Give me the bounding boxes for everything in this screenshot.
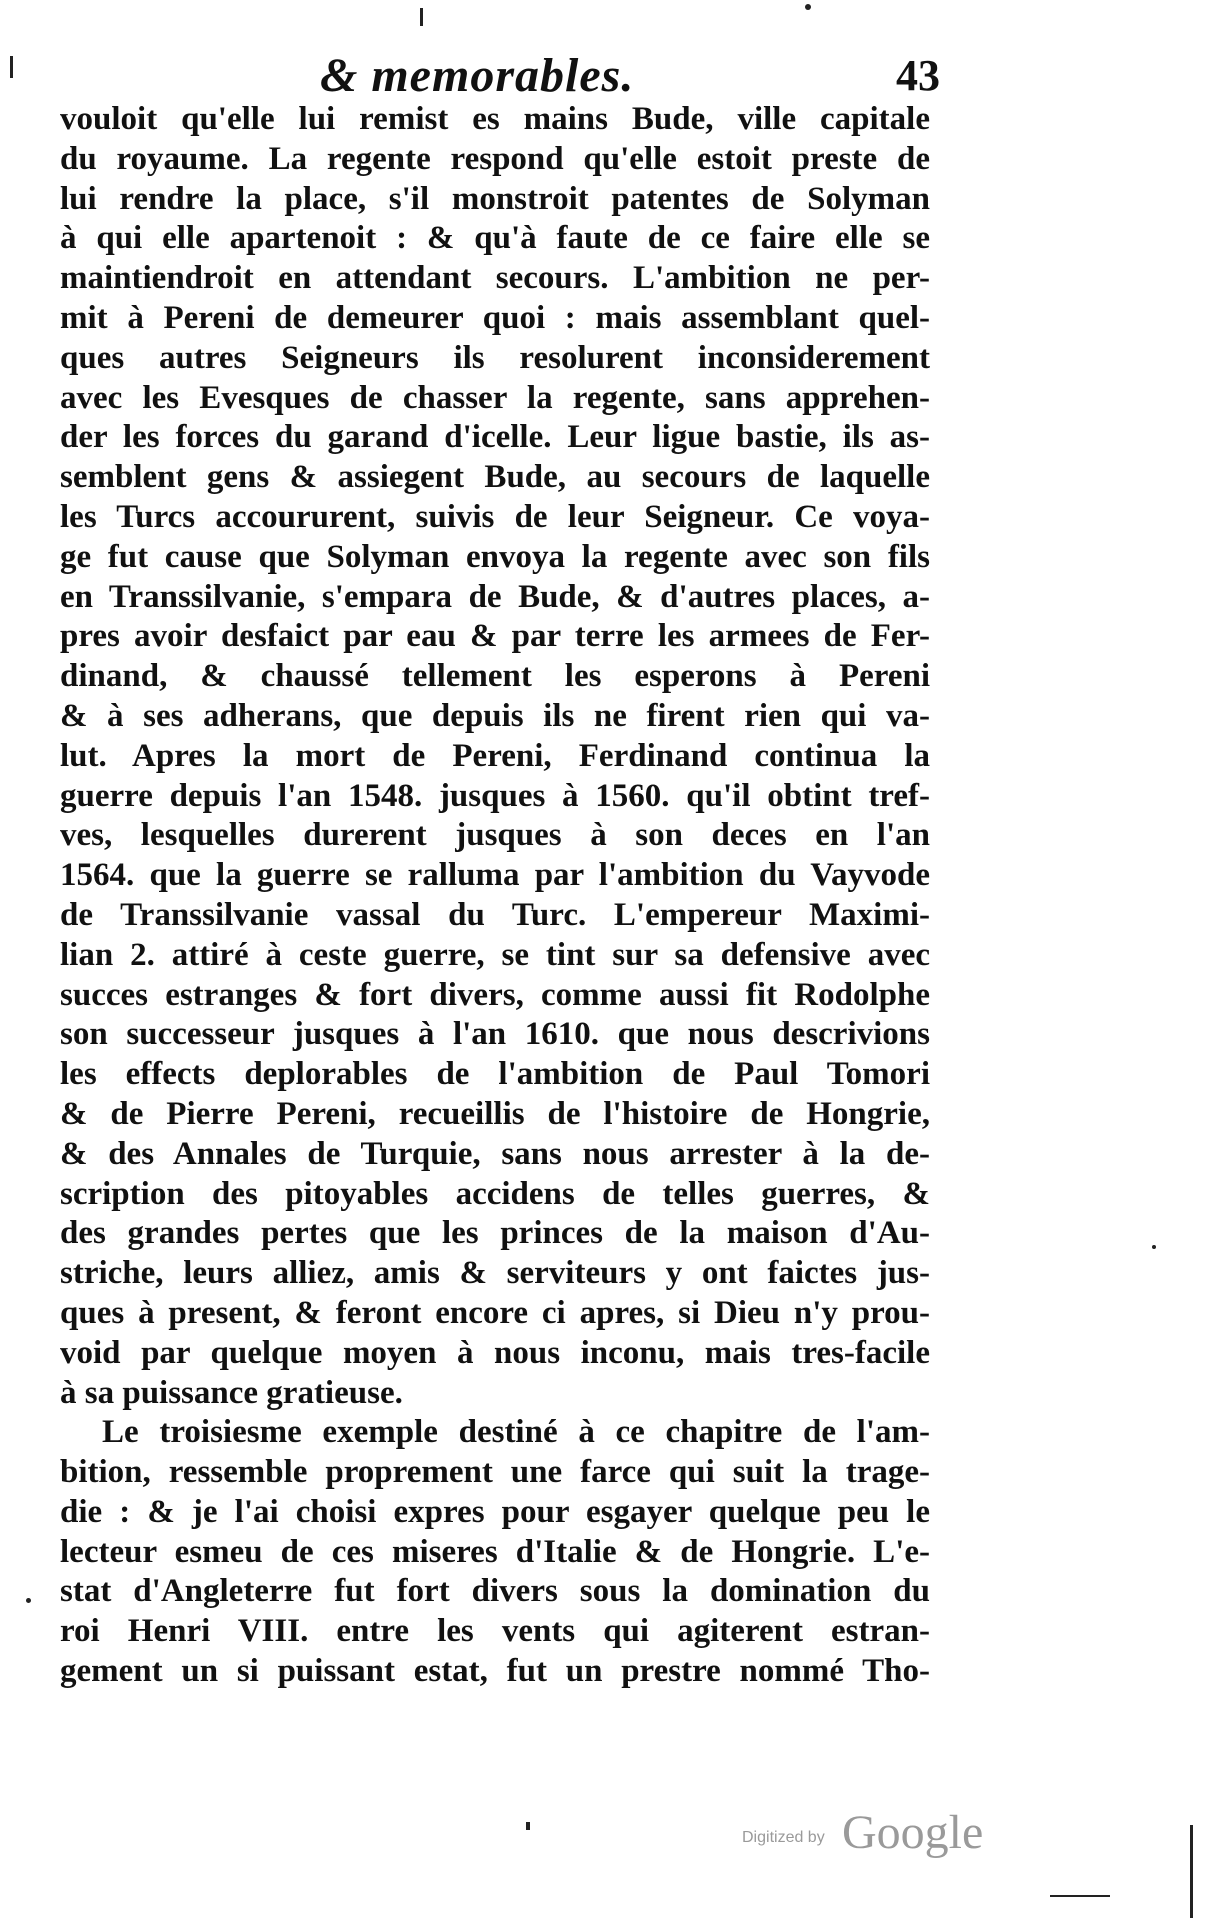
text-line: en Transsilvanie, s'empara de Bude, & d'autres places, a- [60,578,930,615]
running-title: & memorables. [320,49,635,102]
text-line: à sa puissance gratieuse. [60,1374,403,1411]
text-line: du royaume. La regente respond qu'elle estoit preste de [60,140,930,177]
text-line: roi Henri VIII. entre les vents qui agiterent estran- [60,1613,930,1650]
text-line: lui rendre la place, s'il monstroit patentes de Solyman [60,180,930,217]
text-line: lian 2. attiré à ceste guerre, se tint sur sa defensive avec [60,936,930,973]
scan-mark [10,56,13,78]
text-line: à qui elle apartenoit : & qu'à faute de ce faire elle se [60,220,930,257]
scan-rule [1050,1895,1110,1897]
text-line: scription des pitoyables accidens de telles guerres, & [60,1175,930,1212]
text-line: lecteur esmeu de ces miseres d'Italie & de Hongrie. L'e- [60,1533,930,1570]
text-line: avec les Evesques de chasser la regente, sans apprehen- [60,379,930,416]
text-line: vouloit qu'elle lui remist es mains Bude, ville capitale [60,101,930,137]
scan-edge [1190,1825,1193,1918]
text-line: ques à present, & feront encore ci apres, si Dieu n'y prou- [60,1294,930,1331]
text-line: void par quelque moyen à nous inconu, mais tres-facile [60,1334,930,1371]
text-line: les effects deplorables de l'ambition de Paul Tomori [60,1056,930,1093]
text-line: gement un si puissant estat, fut un prestre nommé Tho- [60,1653,930,1690]
text-line: maintiendroit en attendant secours. L'ambition ne per- [60,260,930,297]
text-line: der les forces du garand d'icelle. Leur ligue bastie, ils as- [60,419,930,456]
text-line: die : & je l'ai choisi expres pour esgayer quelque peu le [60,1493,930,1530]
text-line: succes estranges & fort divers, comme aussi fit Rodolphe [60,976,930,1013]
text-line: stat d'Angleterre fut fort divers sous la domination du [60,1573,930,1610]
text-line: ge fut cause que Solyman envoya la regente avec son fils [60,538,930,575]
scan-mark [805,4,811,10]
body-text [60,100,930,1692]
text-line: pres avoir desfaict par eau & par terre les armees de Fer- [60,618,930,655]
scan-mark [1152,1245,1156,1249]
text-line: semblent gens & assiegent Bude, au secours de laquelle [60,459,930,496]
text-line: lut. Apres la mort de Pereni, Ferdinand continua la [60,737,930,774]
text-line: de Transsilvanie vassal du Turc. L'empereur Maximi- [60,896,930,933]
text-line: son successeur jusques à l'an 1610. que nous descrivions [60,1016,930,1053]
text-line: ves, lesquelles durerent jusques à son deces en l'an [60,817,930,854]
scan-mark [526,1822,530,1830]
text-line: bition, ressemble proprement une farce qui suit la trage- [60,1454,930,1491]
scan-mark [26,1598,31,1603]
scan-mark [420,8,423,26]
text-line: 1564. que la guerre se ralluma par l'ambition du Vayvode [60,857,930,894]
text-line: des grandes pertes que les princes de la maison d'Au- [60,1215,930,1252]
watermark-prefix: Digitized by [742,1829,825,1846]
text-line: Le troisiesme exemple destiné à ce chapitre de l'am- [102,1414,930,1451]
text-line: ques autres Seigneurs ils resolurent inconsiderement [60,339,930,376]
text-line: & à ses adherans, que depuis ils ne firent rien qui va- [60,697,930,734]
text-line: les Turcs accoururent, suivis de leur Seigneur. Ce voya- [60,498,930,535]
page-number: 43 [896,51,940,100]
text-line: guerre depuis l'an 1548. jusques à 1560. qu'il obtint tref- [60,777,930,814]
google-logo: Google [842,1806,984,1859]
text-line: mit à Pereni de demeurer quoi : mais assemblant quel- [60,299,930,336]
text-line: striche, leurs alliez, amis & serviteurs y ont faictes jus- [60,1255,930,1292]
text-line: & de Pierre Pereni, recueillis de l'histoire de Hongrie, [60,1095,930,1132]
text-line: & des Annales de Turquie, sans nous arrester à la de- [60,1135,930,1172]
text-line: dinand, & chaussé tellement les esperons à Pereni [60,658,930,695]
